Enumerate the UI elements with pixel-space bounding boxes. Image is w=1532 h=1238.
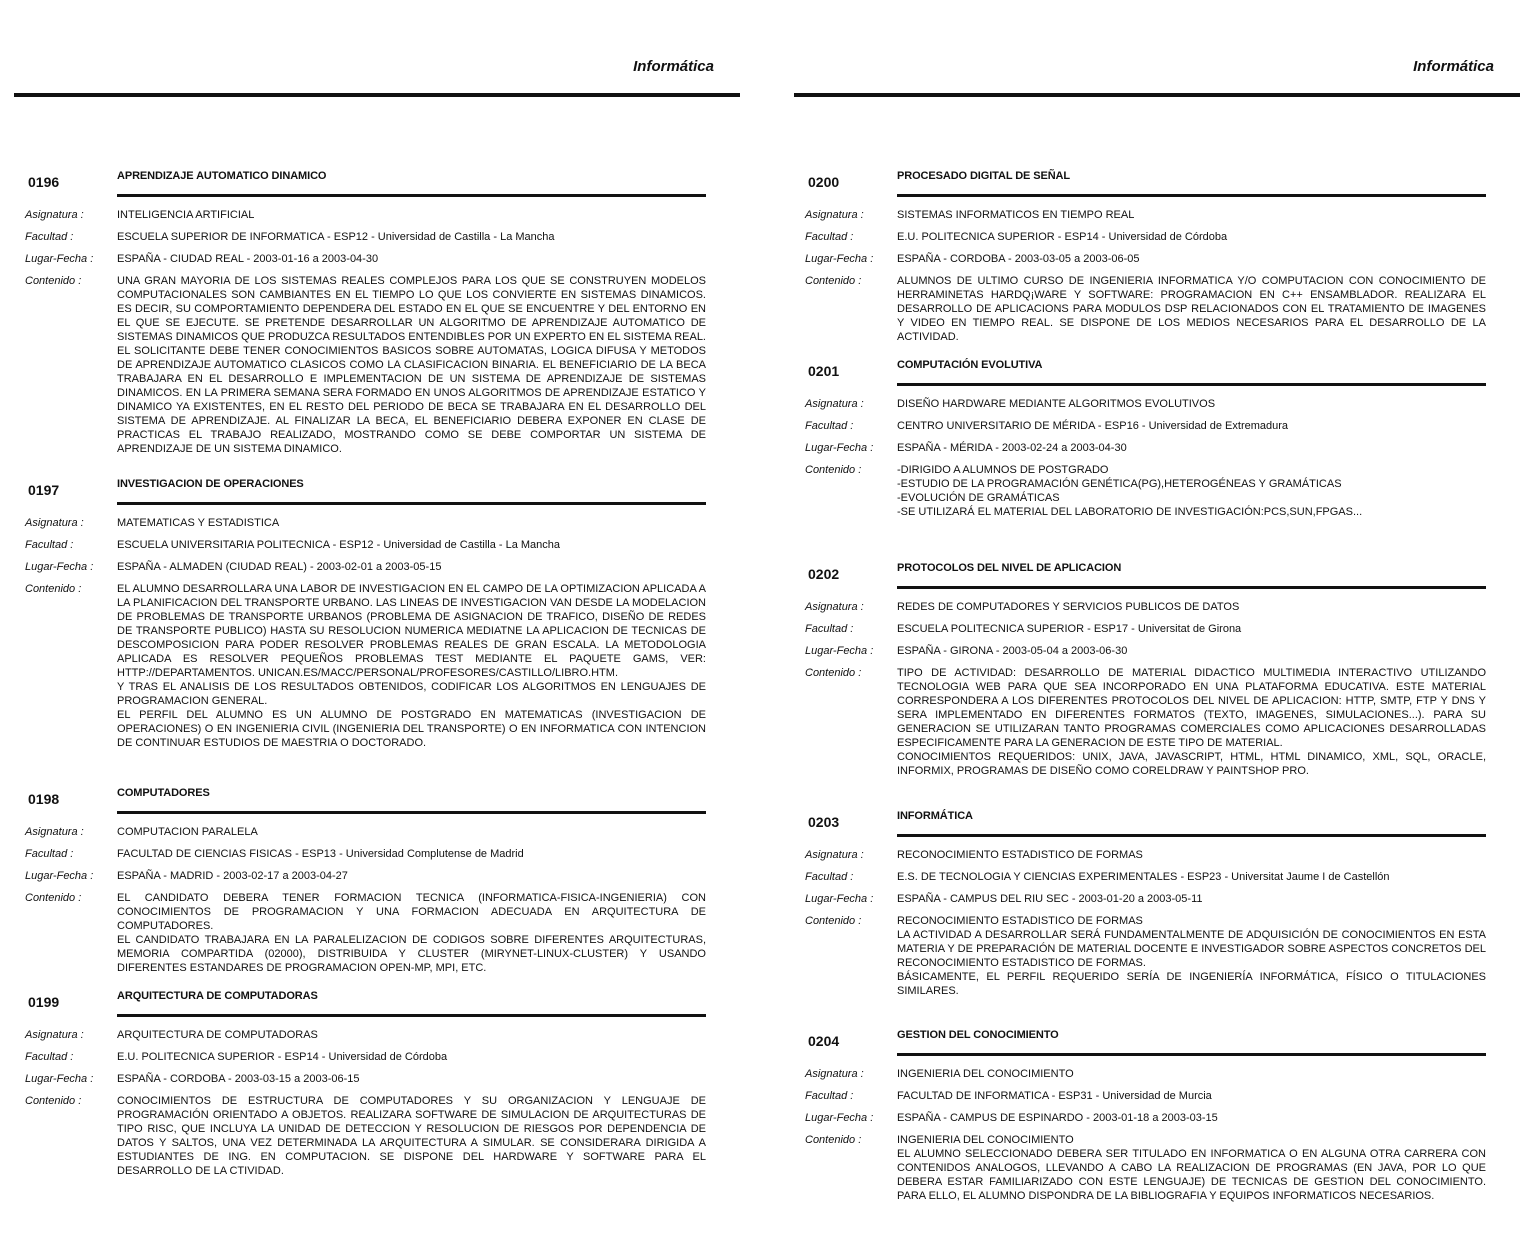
field-label: Asignatura :	[25, 209, 84, 221]
field-facultad	[794, 230, 1486, 244]
entry-header	[14, 787, 706, 817]
entry	[14, 478, 706, 750]
header-rule	[14, 93, 740, 97]
field-label: Facultad :	[805, 1090, 854, 1102]
entry-rule	[897, 383, 1486, 386]
field-value: E.U. POLITECNICA SUPERIOR - ESP14 - Universidad de Córdoba	[897, 231, 1228, 243]
entry	[794, 170, 1486, 344]
field-label: Lugar-Fecha :	[25, 561, 94, 573]
field-contenido	[794, 274, 1486, 344]
right-page	[794, 0, 1520, 1238]
entry-title: INVESTIGACION DE OPERACIONES	[117, 478, 304, 490]
field-lugar	[14, 1072, 706, 1086]
field-lugar	[794, 441, 1486, 455]
entry-title: ARQUITECTURA DE COMPUTADORAS	[117, 990, 318, 1002]
field-value: ESCUELA UNIVERSITARIA POLITECNICA - ESP12 - Universidad de Castilla - La Mancha	[117, 539, 561, 551]
field-label: Asignatura :	[805, 601, 864, 613]
entry-number: 0204	[808, 1033, 840, 1049]
field-label: Lugar-Fecha :	[805, 893, 874, 905]
entry-title: COMPUTACIÓN EVOLUTIVA	[897, 359, 1043, 371]
field-facultad	[14, 538, 706, 552]
entry	[14, 787, 706, 975]
field-value: COMPUTACION PARALELA	[117, 826, 258, 838]
field-label: Contenido :	[805, 464, 862, 476]
field-label: Facultad :	[805, 623, 854, 635]
entry-rule	[897, 586, 1486, 589]
entry-number: 0202	[808, 566, 840, 582]
entry-title: APRENDIZAJE AUTOMATICO DINAMICO	[117, 170, 327, 182]
field-value: ESPAÑA - ALMADEN (CIUDAD REAL) - 2003-02-01 a 2003-05-15	[117, 561, 442, 573]
entry-rule	[897, 194, 1486, 197]
entry-header	[794, 359, 1486, 389]
entry-header	[794, 1029, 1486, 1059]
field-label: Contenido :	[805, 667, 862, 679]
field-value: ESPAÑA - CORDOBA - 2003-03-15 a 2003-06-15	[117, 1073, 360, 1085]
field-value: ESPAÑA - CAMPUS DE ESPINARDO - 2003-01-18 a 2003-03-15	[897, 1112, 1218, 1124]
field-value: FACULTAD DE CIENCIAS FISICAS - ESP13 - Universidad Complutense de Madrid	[117, 848, 524, 860]
field-label: Facultad :	[25, 231, 74, 243]
entry-title: PROCESADO DIGITAL DE SEÑAL	[897, 170, 1071, 182]
field-facultad	[14, 1050, 706, 1064]
field-value: INGENIERIA DEL CONOCIMIENTO	[897, 1068, 1074, 1080]
field-value: ARQUITECTURA DE COMPUTADORAS	[117, 1029, 318, 1041]
field-value: ESPAÑA - MÉRIDA - 2003-02-24 a 2003-04-30	[897, 442, 1127, 454]
field-lugar	[14, 560, 706, 574]
field-asignatura	[14, 208, 706, 222]
field-value: ESPAÑA - MADRID - 2003-02-17 a 2003-04-27	[117, 870, 348, 882]
field-value: INTELIGENCIA ARTIFICIAL	[117, 209, 255, 221]
entry-number: 0200	[808, 174, 840, 190]
entry	[794, 1029, 1486, 1203]
entry-header	[794, 562, 1486, 592]
entry-header	[794, 810, 1486, 840]
field-value: INGENIERIA DEL CONOCIMIENTO EL ALUMNO SELECCIONADO DEBERA SER TITULADO EN INFORMATICA O EN ALGUNA OTRA CARRERA CON CONTENIDOS ANALOGOS, LLEVANDO A CABO LA REALIZACION DE PROGRAMAS (EN JAVA, POR LO QUE DEBERA ESTAR FAMILIARIZADO CON ESTE LENGUAJE) DE TECNICAS DE GESTION DEL CONOCIMIENTO. PARA ELLO, EL ALUMNO DISPONDRA DE LA BIBLIOGRAFIA Y EQUIPOS INFORMATICOS NECESARIOS.	[897, 1134, 1486, 1202]
field-label: Facultad :	[805, 871, 854, 883]
field-facultad	[794, 1089, 1486, 1103]
field-value: EL CANDIDATO DEBERA TENER FORMACION TECNICA (INFORMATICA-FISICA-INGENIERIA) CON CONOCIMIENTOS DE PROGRAMACION Y UNA FORMACION ADECUADA EN ARQUITECTURA DE COMPUTADORES. EL CANDIDATO TRABAJARA EN LA PARALELIZACION DE CODIGOS SOBRE DIFERENTES ARQUITECTURAS, MEMORIA COMPARTIDA (02000), DISTRIBUIDA Y CLUSTER (MIRYNET-LINUX-CLUSTER) Y USANDO DIFERENTES ESTANDARES DE PROGRAMACION OPEN-MP, MPI, ETC.	[117, 892, 706, 974]
page-header-right: Informática	[1413, 58, 1494, 75]
entry-number: 0199	[28, 994, 60, 1010]
field-value: ESPAÑA - GIRONA - 2003-05-04 a 2003-06-30	[897, 645, 1128, 657]
entry-number: 0198	[28, 791, 60, 807]
field-value: REDES DE COMPUTADORES Y SERVICIOS PUBLICOS DE DATOS	[897, 601, 1240, 613]
entry-header	[14, 990, 706, 1020]
field-label: Asignatura :	[25, 1029, 84, 1041]
entry-title: COMPUTADORES	[117, 787, 210, 799]
field-asignatura	[14, 516, 706, 530]
entry	[794, 562, 1486, 778]
field-value: ESPAÑA - CAMPUS DEL RIU SEC - 2003-01-20 a 2003-05-11	[897, 893, 1203, 905]
field-contenido	[14, 891, 706, 975]
field-value: ESPAÑA - CORDOBA - 2003-03-05 a 2003-06-05	[897, 253, 1140, 265]
field-label: Lugar-Fecha :	[25, 870, 94, 882]
field-label: Asignatura :	[805, 209, 864, 221]
entry-number: 0197	[28, 482, 60, 498]
header-rule	[794, 93, 1520, 97]
field-value: MATEMATICAS Y ESTADISTICA	[117, 517, 280, 529]
entry-rule	[117, 811, 706, 814]
entry-number: 0201	[808, 363, 840, 379]
field-value: E.U. POLITECNICA SUPERIOR - ESP14 - Universidad de Córdoba	[117, 1051, 448, 1063]
left-page	[14, 0, 740, 1238]
entry-header	[794, 170, 1486, 200]
field-facultad	[794, 870, 1486, 884]
field-label: Lugar-Fecha :	[805, 442, 874, 454]
entry-title: GESTION DEL CONOCIMIENTO	[897, 1029, 1059, 1041]
field-label: Facultad :	[25, 1051, 74, 1063]
field-facultad	[794, 622, 1486, 636]
field-value: ESPAÑA - CIUDAD REAL - 2003-01-16 a 2003-04-30	[117, 253, 379, 265]
field-value: DISEÑO HARDWARE MEDIANTE ALGORITMOS EVOLUTIVOS	[897, 398, 1216, 410]
field-value: E.S. DE TECNOLOGIA Y CIENCIAS EXPERIMENTALES - ESP23 - Universitat Jaume I de Castellón	[897, 871, 1390, 883]
field-label: Lugar-Fecha :	[25, 253, 94, 265]
field-value: SISTEMAS INFORMATICOS EN TIEMPO REAL	[897, 209, 1135, 221]
field-asignatura	[794, 397, 1486, 411]
field-lugar	[14, 869, 706, 883]
field-facultad	[14, 230, 706, 244]
entry-rule	[897, 834, 1486, 837]
entry	[794, 810, 1486, 998]
field-facultad	[794, 419, 1486, 433]
entry	[14, 170, 706, 456]
field-label: Asignatura :	[25, 826, 84, 838]
field-value: TIPO DE ACTIVIDAD: DESARROLLO DE MATERIAL DIDACTICO MULTIMEDIA INTERACTIVO UTILIZANDO TECNOLOGIA WEB PARA QUE SEA INCORPORADO EN UNA PLATAFORMA EDUCATIVA. ESTE MATERIAL CORRESPONDERA A LOS DIFERENTES PROTOCOLOS DEL NIVEL DE APLICACION: HTTP, SMTP, FTP Y DNS Y SERA IMPLEMENTADO EN DIFERENTES FORMATOS (TEXTO, IMAGENES, SIMULACIONES...). PARA SU GENERACION SE UTILIZARAN TANTO PROGRAMAS COMERCIALES COMO APLICACIONES DESARROLLADAS ESPECIFICAMENTE PARA LA GENERACION DE ESTE TIPO DE MATERIAL. CONOCIMIENTOS REQUERIDOS: UNIX, JAVA, JAVASCRIPT, HTML, HTML DINAMICO, XML, SQL, ORACLE, INFORMIX, PROGRAMAS DE DISEÑO COMO CORELDRAW Y PAINTSHOP PRO.	[897, 667, 1486, 777]
field-label: Lugar-Fecha :	[805, 645, 874, 657]
field-contenido	[14, 1094, 706, 1178]
field-value: UNA GRAN MAYORIA DE LOS SISTEMAS REALES COMPLEJOS PARA LOS QUE SE CONSTRUYEN MODELOS COMPUTACIONALES SON CAMBIANTES EN EL TIEMPO LO QUE LOS CONVIERTE EN SISTEMAS DINAMICOS. ES DECIR, SU COMPORTAMIENTO DEPENDERA DEL ESTADO EN EL QUE SE ENCUENTRE Y DEL ENTORNO EN EL QUE SE EJECUTE. SE PRETENDE DESARROLLAR UN ALGORITMO DE APRENDIZAJE AUTOMATICO DE SISTEMAS DINAMICOS QUE PRODUZCA RESULTADOS ENTENDIBLES POR UN EXPERTO EN EL SISTEMA REAL. EL SOLICITANTE DEBE TENER CONOCIMIENTOS BASICOS SOBRE AUTOMATAS, LOGICA DIFUSA Y METODOS DE APRENDIZAJE AUTOMATICO CLASICOS COMO LA CLASIFICACION BINARIA. EL BENEFICIARIO DE LA BECA TRABAJARA EN EL DESARROLLO E IMPLEMENTACION DE UN SISTEMA DE APRENDIZAJE DE SISTEMAS DINAMICOS. EN LA PRIMERA SEMANA SERA FORMADO EN UNOS ALGORITMOS DE APRENDIZAJE ESTATICO Y DINAMICO YA EXISTENTES, EN EL RESTO DEL PERIODO DE BECA SE TRABAJARA EN EL DESARROLLO DEL SISTEMA DE APRENDIZAJE. AL FINALIZAR LA BECA, EL BENEFICIARIO DEBERA EXPONER EN CLASE DE PRACTICAS EL TRABAJO REALIZADO, MOSTRANDO COMO SE DEBE COMPORTAR UN SISTEMA DE APRENDIZAJE DE UN SISTEMA DINAMICO.	[117, 275, 706, 455]
field-value: CENTRO UNIVERSITARIO DE MÉRIDA - ESP16 - Universidad de Extremadura	[897, 420, 1289, 432]
entry-rule	[117, 502, 706, 505]
field-label: Contenido :	[25, 892, 82, 904]
field-lugar	[794, 644, 1486, 658]
field-label: Asignatura :	[25, 517, 84, 529]
field-facultad	[14, 847, 706, 861]
field-asignatura	[794, 208, 1486, 222]
entry-number: 0196	[28, 174, 60, 190]
field-label: Facultad :	[805, 231, 854, 243]
entry-number: 0203	[808, 814, 840, 830]
field-asignatura	[794, 1067, 1486, 1081]
entry-rule	[117, 194, 706, 197]
entry-title: PROTOCOLOS DEL NIVEL DE APLICACION	[897, 562, 1122, 574]
field-lugar	[794, 892, 1486, 906]
field-label: Contenido :	[25, 275, 82, 287]
field-lugar	[794, 252, 1486, 266]
field-contenido	[794, 914, 1486, 998]
field-value: CONOCIMIENTOS DE ESTRUCTURA DE COMPUTADORES Y SU ORGANIZACION Y LENGUAJE DE PROGRAMACIÓN ORIENTADO A OBJETOS. REALIZARA SOFTWARE DE SIMULACION DE ARQUITECTURAS DE TIPO RISC, QUE INCLUYA LA UNIDAD DE DETECCION Y RESOLUCION DE RIESGOS POR DEPENDENCIA DE DATOS Y SALTOS, UNA VEZ DETERMINADA LA ARQUITECTURA A SIMULAR. SE CONSIDERARA DIRIGIDA A ESTUDIANTES DE ING. EN COMPUTACION. SE DISPONE DEL HARDWARE Y SOFTWARE PARA EL DESARROLLO DE LA CTIVIDAD.	[117, 1095, 706, 1177]
entry-header	[14, 478, 706, 508]
field-contenido	[14, 582, 706, 750]
field-value: ESCUELA POLITECNICA SUPERIOR - ESP17 - Universitat de Girona	[897, 623, 1242, 635]
field-label: Facultad :	[25, 848, 74, 860]
field-label: Facultad :	[25, 539, 74, 551]
field-lugar	[14, 252, 706, 266]
field-label: Lugar-Fecha :	[805, 1112, 874, 1124]
field-contenido	[794, 666, 1486, 778]
field-asignatura	[794, 600, 1486, 614]
entry-rule	[897, 1053, 1486, 1056]
field-contenido	[14, 274, 706, 456]
field-label: Lugar-Fecha :	[25, 1073, 94, 1085]
field-label: Contenido :	[805, 1134, 862, 1146]
field-label: Facultad :	[805, 420, 854, 432]
page-header-left: Informática	[633, 58, 714, 75]
field-asignatura	[14, 1028, 706, 1042]
field-label: Contenido :	[25, 583, 82, 595]
entry-rule	[117, 1014, 706, 1017]
field-label: Asignatura :	[805, 849, 864, 861]
field-label: Contenido :	[805, 275, 862, 287]
field-value: -DIRIGIDO A ALUMNOS DE POSTGRADO -ESTUDIO DE LA PROGRAMACIÓN GENÉTICA(PG),HETEROGÉNEAS Y GRAMÁTICAS -EVOLUCIÓN DE GRAMÁTICAS -SE UTILIZARÁ EL MATERIAL DEL LABORATORIO DE INVESTIGACIÓN:PCS,SUN,FPGAS...	[897, 464, 1363, 518]
field-value: ESCUELA SUPERIOR DE INFORMATICA - ESP12 - Universidad de Castilla - La Mancha	[117, 231, 555, 243]
field-value: FACULTAD DE INFORMATICA - ESP31 - Universidad de Murcia	[897, 1090, 1212, 1102]
field-label: Asignatura :	[805, 1068, 864, 1080]
entry-header	[14, 170, 706, 200]
field-label: Contenido :	[805, 915, 862, 927]
field-value: ALUMNOS DE ULTIMO CURSO DE INGENIERIA INFORMATICA Y/O COMPUTACION CON CONOCIMIENTO DE HERRAMINETAS HARDQ¡WARE Y SOFTWARE: PROGRAMACION EN C++ ENSAMBLADOR. REALIZARA EL DESARROLLO DE APLICACIONS PARA MODULOS DSP RELACIONADOS CON EL TRATAMIENTO DE IMAGENES Y VIDEO EN TIEMPO REAL. SE DISPONE DE LOS MEDIOS NECESARIOS PARA EL DESARROLLO DE LA ACTIVIDAD.	[897, 275, 1486, 343]
field-value: RECONOCIMIENTO ESTADISTICO DE FORMAS	[897, 849, 1143, 861]
field-contenido	[794, 463, 1486, 519]
field-contenido	[794, 1133, 1486, 1203]
entry-title: INFORMÁTICA	[897, 810, 973, 822]
field-label: Asignatura :	[805, 398, 864, 410]
field-lugar	[794, 1111, 1486, 1125]
field-value: EL ALUMNO DESARROLLARA UNA LABOR DE INVESTIGACION EN EL CAMPO DE LA OPTIMIZACION APLICADA A LA PLANIFICACION DEL TRANSPORTE URBANO. LAS LINEAS DE INVESTIGACION VAN DESDE LA MODELACION DE PROBLEMAS DE TRANSPORTE URBANOS (PROBLEMA DE ASIGNACION DE TRAFICO, DISEÑO DE REDES DE TRANSPORTE PUBLICO) HASTA SU RESOLUCION NUMERICA MEDIATNE LA APLICACION DE TECNICAS DE DESCOMPOSICION PARA PODER RESOLVER PROBLEMAS REALES DE GRAN ESCALA. LA METODOLOGIA APLICADA ES RESOLVER PEQUEÑOS PROBLEMAS TEST MEDIANTE EL PAQUETE GAMS, VER: HTTP://DEPARTAMENTOS. UNICAN.ES/MACC/PERSONAL/PROFESORES/CASTILLO/LIBRO.HTM. Y TRAS EL ANALISIS DE LOS RESULTADOS OBTENIDOS, CODIFICAR LOS ALGORITMOS EN LENGUAJES DE PROGRAMACION GENERAL. EL PERFIL DEL ALUMNO ES UN ALUMNO DE POSTGRADO EN MATEMATICAS (INVESTIGACION DE OPERACIONES) O EN INGENIERIA CIVIL (INGENIERIA DEL TRANSPORTE) O EN INFORMATICA CON INTENCION DE CONTINUAR ESTUDIOS DE MAESTRIA O DOCTORADO.	[117, 583, 706, 749]
field-asignatura	[14, 825, 706, 839]
entry	[794, 359, 1486, 519]
entry	[14, 990, 706, 1178]
field-asignatura	[794, 848, 1486, 862]
field-label: Contenido :	[25, 1095, 82, 1107]
field-label: Lugar-Fecha :	[805, 253, 874, 265]
field-value: RECONOCIMIENTO ESTADISTICO DE FORMAS LA ACTIVIDAD A DESARROLLAR SERÁ FUNDAMENTALMENTE DE ADQUISICIÓN DE CONOCIMIENTOS EN ESTA MATERIA Y DE PREPARACIÓN DE MATERIAL DOCENTE E INVESTIGADOR SOBRE ASPECTOS CONCRETOS DEL RECONOCIMIENTO ESTADISTICO DE FORMAS. BÁSICAMENTE, EL PERFIL REQUERIDO SERÍA DE INGENIERÍA INFORMÁTICA, FÍSICO O TITULACIONES SIMILARES.	[897, 915, 1486, 997]
